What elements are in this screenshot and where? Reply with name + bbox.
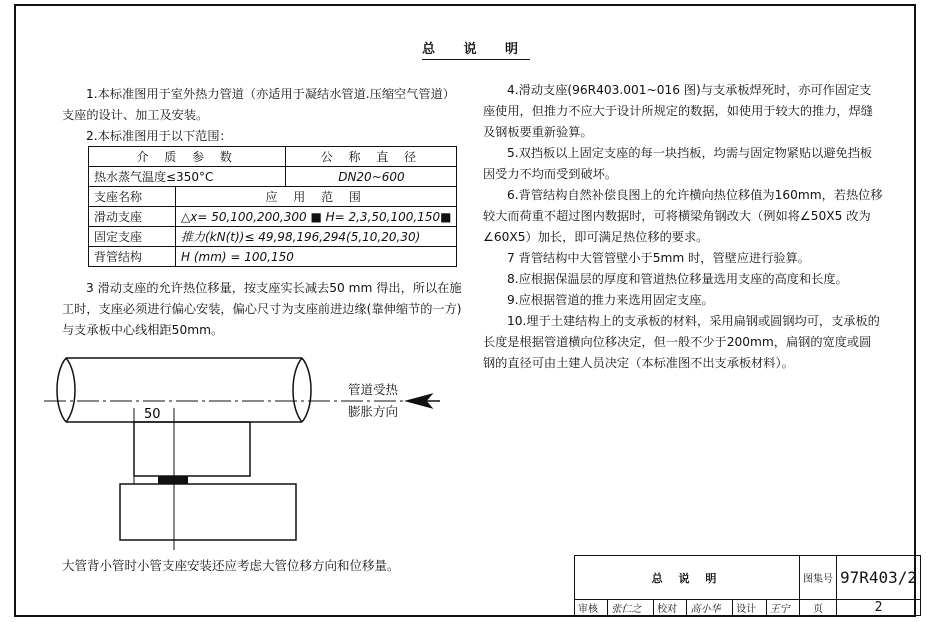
paragraph-4: 4.滑动支座(96R403.001~016 图)与支承板焊死时，亦可作固定支座使用，但推力不应大于设计所规定的数据，如使用于较大的推力，焊缝及钢板要重新验算。 <box>483 83 873 139</box>
scope-table <box>88 146 457 267</box>
pipe-left-end-inner <box>66 358 75 422</box>
paragraph-1: 1.本标准图用于室外热力管道（亦适用于凝结水管道.压缩空气管道）支座的设计、加工及安装。 <box>62 87 455 122</box>
paragraph-10: 10.埋于土建结构上的支承板的材料，采用扁钢或圆钢均可，支承板的长度是根据管道横向位移决定，但一般不少于200mm，扁钢的宽度或圆钢的直径可由土建人员决定（本标准图不出支承板材料）。 <box>483 314 880 370</box>
titleblock-title: 总 说 明 <box>575 556 800 600</box>
paragraph-5: 5.双挡板以上固定支座的每一块挡板，均需与固定物紧贴以避免挡板因受力不均而受到破坏。 <box>483 146 873 181</box>
table-header-name: 支座名称 <box>89 187 176 207</box>
table-cell-name: 背管结构 <box>89 247 176 267</box>
paragraph-7: 7 背管结构中大管管壁小于5mm 时，管壁应进行验算。 <box>507 251 810 265</box>
table-row <box>89 227 457 247</box>
paragraph-8: 8.应根据保温层的厚度和管道热位移量选用支座的高度和长度。 <box>507 272 848 286</box>
table-medium-value: 热水蒸气温度≤350°C <box>89 167 286 187</box>
table-header-scope: 应 用 范 围 <box>176 187 457 207</box>
titleblock-design-signature: 王宁 <box>766 600 799 616</box>
table-cell-scope: H (mm) = 100,150 <box>176 247 457 267</box>
support-block <box>134 422 250 476</box>
left-column <box>62 84 462 147</box>
paragraph-2: 2.本标准图用于以下范围： <box>86 129 232 143</box>
titleblock-page-label: 页 <box>800 600 837 616</box>
titleblock-design: 设计 <box>733 600 766 616</box>
table-cell-name: 滑动支座 <box>89 207 176 227</box>
titleblock-atlas-label: 图集号 <box>800 556 837 600</box>
table-cell-scope: △x= 50,100,200,300 ■ H= 2,3,50,100,150■ <box>176 207 457 227</box>
paragraph-6: 6.背管结构自然补偿良图上的允许横向热位移值为160mm，若热位移较大而荷重不超过图内数据时，可将横梁角钢改大（例如将∠50X5 改为 ∠60X5）加长，即可满足热位移的要求。 <box>483 188 883 244</box>
paragraph-9: 9.应根据管道的推力来选用固定支座。 <box>507 293 714 307</box>
titleblock-check-signature: 高小华 <box>687 600 733 616</box>
table-row <box>89 247 457 267</box>
table-row <box>89 207 457 227</box>
left-column-lower <box>62 278 462 341</box>
arrow-label-2: 膨胀方向 <box>348 404 399 419</box>
table-cell-scope: 推力(kN(t))≤ 49,98,196,294(5,10,20,30) <box>176 227 457 247</box>
base-plate <box>120 484 296 540</box>
table-header-diameter: 公 称 直 径 <box>286 147 457 167</box>
weld-mark <box>158 476 188 484</box>
dimension-label: 50 <box>144 407 161 422</box>
titleblock-review-signature: 张仁之 <box>608 600 654 616</box>
right-column <box>483 80 883 374</box>
pipe-right-end-inner <box>293 358 302 422</box>
titleblock-check: 校对 <box>654 600 687 616</box>
paragraph-3: 3 滑动支座的允许热位移量，按支座实长减去50 mm 得出，所以在施工时，支座必须进行偏心安装，偏心尺寸为支座前进边缘(靠伸缩节的一方)与支承板中心线相距50mm。 <box>62 281 462 337</box>
titleblock-atlas-no: 97R403/2 <box>837 556 921 600</box>
titleblock-review: 审核 <box>575 600 608 616</box>
pipe-left-end <box>57 358 66 422</box>
title-block <box>574 555 921 616</box>
table-cell-name: 固定支座 <box>89 227 176 247</box>
pipe-right-end <box>302 358 311 422</box>
page-title: 总 说 明 <box>422 38 530 60</box>
bottom-note: 大管背小管时小管支座安装还应考虑大管位移方向和位移量。 <box>62 558 400 573</box>
titleblock-page-no: 2 <box>837 600 921 616</box>
table-header-medium: 介 质 参 数 <box>89 147 286 167</box>
arrow-label-1: 管道受热 <box>348 382 399 397</box>
table-diameter-value: DN20~600 <box>286 167 457 187</box>
